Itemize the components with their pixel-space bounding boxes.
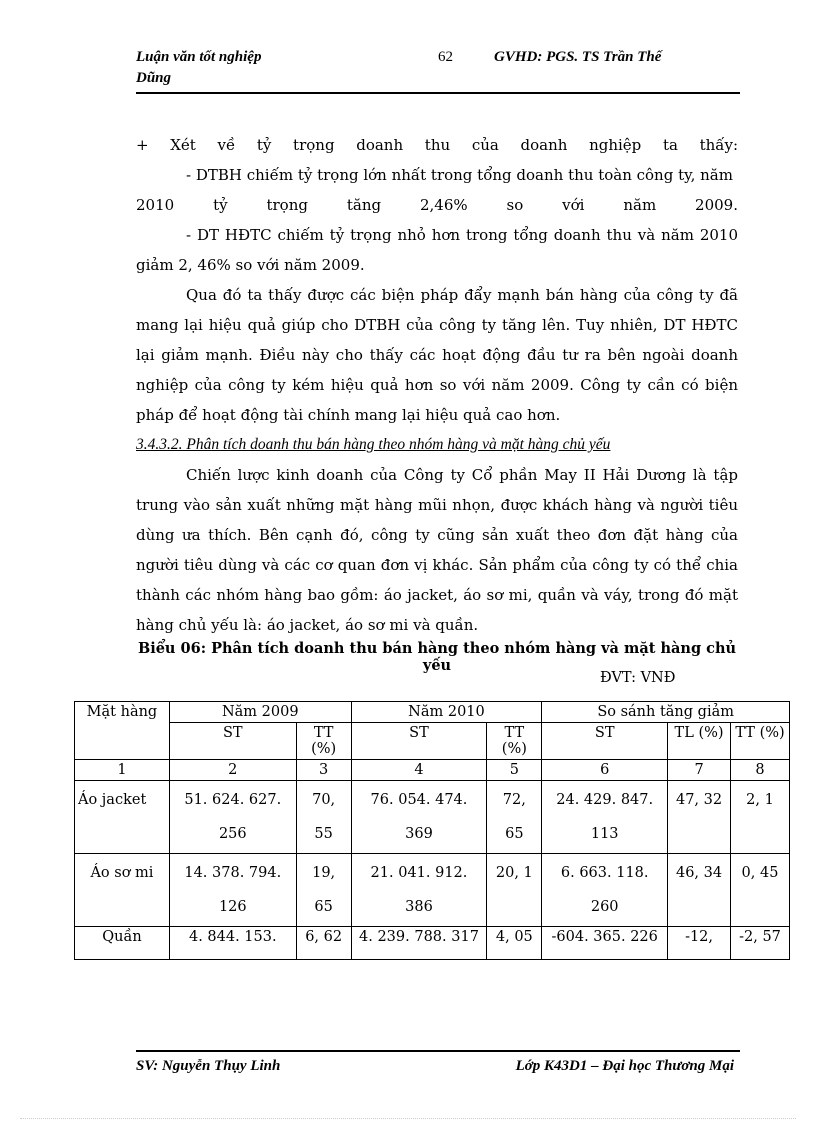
paragraph: Chiến lược kinh doanh của Công ty Cổ phần May II Hải Dương là tập trung vào sản xuất những mặt hàng mũi nhọn, được khách hàng và người tiêu dùng ưa thích. Bên cạnh đó, công ty cũng sản xuất theo đơn đặt hàng của người tiêu dùng và các cơ quan đơn vị khác. Sản phẩm của công ty có thể chia thành các nhóm hàng bao gồm: áo jacket, áo sơ mi, quần và váy, trong đó mặt hàng chủ yếu là: áo jacket, áo sơ mi và quần. bbox=[136, 466, 738, 634]
header-cell: TT (%) bbox=[296, 723, 351, 760]
index-cell: 2 bbox=[169, 760, 296, 781]
table-row bbox=[75, 927, 790, 960]
value-cell: -604. 365. 226 bbox=[542, 927, 668, 960]
page-footer bbox=[136, 1050, 740, 1074]
revenue-table bbox=[74, 701, 790, 960]
header-cell: TT (%) bbox=[487, 723, 542, 760]
value-cell: 76. 054. 474. 369 bbox=[351, 781, 487, 854]
table-row bbox=[75, 854, 790, 927]
value-cell: 46, 34 bbox=[668, 854, 731, 927]
header-cell: ST bbox=[542, 723, 668, 760]
index-cell: 5 bbox=[487, 760, 542, 781]
value-cell: 4, 05 bbox=[487, 927, 542, 960]
footer-student: SV: Nguyễn Thụy Linh bbox=[136, 1058, 281, 1074]
header-cell: ST bbox=[351, 723, 487, 760]
value-cell: 21. 041. 912. 386 bbox=[351, 854, 487, 927]
value-cell: 47, 32 bbox=[668, 781, 731, 854]
value-cell: 14. 378. 794. 126 bbox=[169, 854, 296, 927]
value-cell: -12, bbox=[668, 927, 731, 960]
section-heading: 3.4.3.2. Phân tích doanh thu bán hàng theo nhóm hàng và mặt hàng chủ yếu bbox=[136, 436, 611, 453]
value-cell: -2, 57 bbox=[731, 927, 790, 960]
page-edge-divider bbox=[20, 1118, 796, 1119]
header-supervisor-cont: Dũng bbox=[136, 70, 172, 86]
table-header-row bbox=[75, 702, 790, 723]
index-cell: 1 bbox=[75, 760, 170, 781]
paragraph: + Xét về tỷ trọng doanh thu của doanh nghiệp ta thấy: bbox=[136, 136, 738, 154]
value-cell: 20, 1 bbox=[487, 854, 542, 927]
index-cell: 4 bbox=[351, 760, 487, 781]
paragraph: - DTBH chiếm tỷ trọng lớn nhất trong tổng doanh thu toàn công ty, năm bbox=[186, 166, 733, 184]
header-cell: So sánh tăng giảm bbox=[542, 702, 790, 723]
value-cell: 4. 844. 153. bbox=[169, 927, 296, 960]
item-name: Áo sơ mi bbox=[75, 854, 170, 927]
table-row bbox=[75, 781, 790, 854]
header-cell: TL (%) bbox=[668, 723, 731, 760]
index-cell: 6 bbox=[542, 760, 668, 781]
value-cell: 6, 62 bbox=[296, 927, 351, 960]
table-index-row bbox=[75, 760, 790, 781]
table-unit: ĐVT: VNĐ bbox=[600, 670, 676, 686]
header-cell: Mặt hàng bbox=[75, 702, 170, 760]
table-subheader-row bbox=[75, 723, 790, 760]
value-cell: 19, 65 bbox=[296, 854, 351, 927]
page-number: 62 bbox=[438, 49, 453, 65]
body-text bbox=[136, 130, 738, 640]
index-cell: 8 bbox=[731, 760, 790, 781]
header-cell: Năm 2009 bbox=[169, 702, 351, 723]
value-cell: 2, 1 bbox=[731, 781, 790, 854]
value-cell: 70, 55 bbox=[296, 781, 351, 854]
value-cell: 72, 65 bbox=[487, 781, 542, 854]
paragraph: - DT HĐTC chiếm tỷ trọng nhỏ hơn trong tổng doanh thu và năm 2010 giảm 2, 46% so với năm 2009. bbox=[136, 226, 738, 274]
header-thesis-label: Luận văn tốt nghiệp bbox=[136, 49, 262, 65]
paragraph: Qua đó ta thấy được các biện pháp đẩy mạnh bán hàng của công ty đã mang lại hiệu quả giúp cho DTBH của công ty tăng lên. Tuy nhiên, DT HĐTC lại giảm mạnh. Điều này cho thấy các hoạt động đầu tư ra bên ngoài doanh nghiệp của công ty kém hiệu quả hơn so với năm 2009. Công ty cần có biện pháp để hoạt động tài chính mang lại hiệu quả cao hơn. bbox=[136, 286, 738, 424]
value-cell: 24. 429. 847. 113 bbox=[542, 781, 668, 854]
table-caption: Biểu 06: Phân tích doanh thu bán hàng theo nhóm hàng và mặt hàng chủ yếu bbox=[137, 640, 737, 674]
value-cell: 4. 239. 788. 317 bbox=[351, 927, 487, 960]
value-cell: 0, 45 bbox=[731, 854, 790, 927]
item-name: Quần bbox=[75, 927, 170, 960]
header-cell: ST bbox=[169, 723, 296, 760]
paragraph: 2010 tỷ trọng tăng 2,46% so với năm 2009. bbox=[136, 196, 738, 214]
footer-class: Lớp K43D1 – Đại học Thương Mại bbox=[515, 1058, 734, 1074]
value-cell: 51. 624. 627. 256 bbox=[169, 781, 296, 854]
header-supervisor: GVHD: PGS. TS Trần Thế bbox=[494, 49, 662, 65]
index-cell: 7 bbox=[668, 760, 731, 781]
header-cell: TT (%) bbox=[731, 723, 790, 760]
page-header bbox=[136, 47, 740, 94]
value-cell: 6. 663. 118. 260 bbox=[542, 854, 668, 927]
index-cell: 3 bbox=[296, 760, 351, 781]
header-cell: Năm 2010 bbox=[351, 702, 542, 723]
item-name: Áo jacket bbox=[75, 781, 170, 854]
